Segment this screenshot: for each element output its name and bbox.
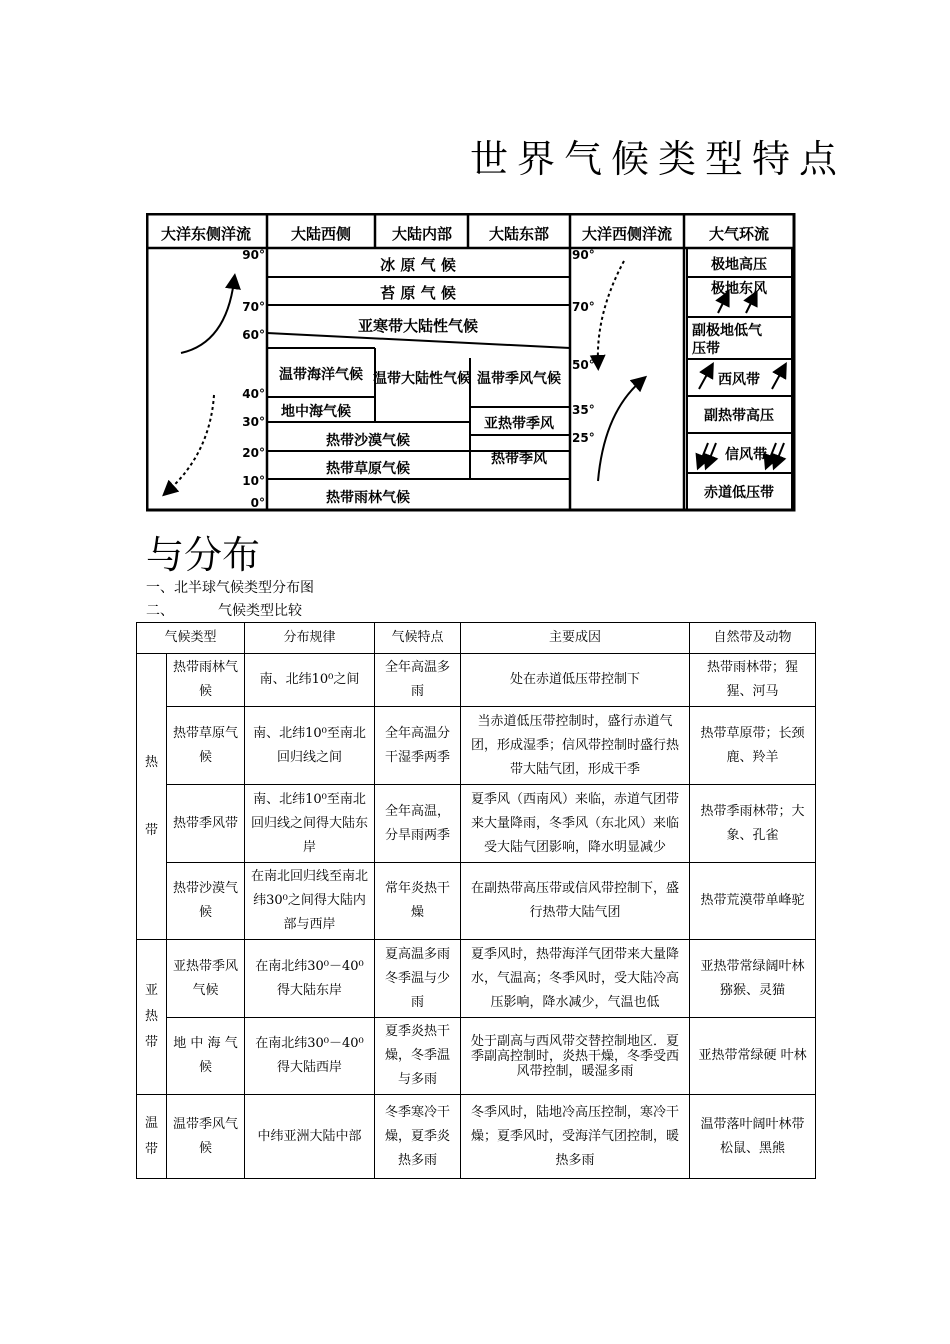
cell-type: 热带草原气候 (167, 707, 245, 785)
climate-tropical-desert: 热带沙漠气候 (326, 433, 410, 449)
lat-left-40: 40° (242, 387, 265, 401)
table-header: 自然带及动物 (690, 623, 816, 654)
lat-right-25: 25° (572, 431, 595, 445)
belt-westerlies: 西风带 (718, 372, 760, 388)
belt-equatorial-low: 赤道低压带 (704, 485, 774, 501)
current-arrow-icon (598, 381, 641, 481)
cell-zone: 热带荒漠带单峰驼 (690, 863, 816, 940)
climate-distribution-diagram (146, 213, 798, 513)
wind-arrow-icon (776, 443, 784, 463)
group-temperate: 温带 (137, 1095, 167, 1179)
climate-temperate-monsoon: 温带季风气候 (477, 371, 561, 387)
lat-left-30: 30° (242, 415, 265, 429)
wind-arrow-icon (718, 297, 726, 313)
cell-features: 冬季寒冷干燥，夏季炎热多雨 (375, 1095, 461, 1179)
cell-zone: 温带落叶阔叶林带松鼠、黑熊 (690, 1095, 816, 1179)
cell-cause: 当赤道低压带控制时，盛行赤道气团，形成湿季；信风带控制时盛行热带大陆气团，形成干季 (461, 707, 690, 785)
cell-features: 全年高温分干湿季两季 (375, 707, 461, 785)
cell-features: 全年高温，分旱雨两季 (375, 785, 461, 863)
cell-cause: 夏季风（西南风）来临，赤道气团带来大量降雨，冬季风（东北风）来临受大陆气团影响，降水明显减少 (461, 785, 690, 863)
cell-features: 常年炎热干燥 (375, 863, 461, 940)
lat-left-10: 10° (242, 474, 265, 488)
table-row (137, 1018, 816, 1095)
lat-right-35: 35° (572, 403, 595, 417)
current-arrow-icon (181, 281, 234, 353)
group-tropical: 热带 (137, 654, 167, 940)
lat-right-70: 70° (572, 300, 595, 314)
cell-type: 地 中 海 气候 (167, 1018, 245, 1095)
lat-left-60: 60° (242, 328, 265, 342)
climate-tropical-rainforest: 热带雨林气候 (326, 490, 410, 506)
diagram-header-ocean-east: 大洋东侧洋流 (160, 225, 252, 243)
lat-left-20: 20° (242, 446, 265, 460)
climate-tundra: 苔 原 气 候 (380, 284, 456, 302)
climate-subtropical-monsoon: 亚热带季风 (484, 416, 554, 432)
climate-ice: 冰 原 气 候 (380, 256, 456, 274)
section-number: 二、 (146, 603, 174, 619)
lat-right-90: 90° (572, 248, 595, 262)
cell-features: 夏高温多雨冬季温与少雨 (375, 940, 461, 1018)
wind-arrow-icon (768, 443, 776, 463)
table-row (137, 707, 816, 785)
wind-arrow-icon (708, 443, 716, 463)
cell-features: 夏季炎热干燥，冬季温与多雨 (375, 1018, 461, 1095)
climate-subarctic: 亚寒带大陆性气候 (357, 317, 479, 335)
current-arrow-icon (598, 261, 624, 363)
lat-left-90: 90° (242, 248, 265, 262)
diagram-header-continent-interior: 大陆内部 (391, 225, 453, 243)
cell-zone: 热带雨林带；猩猩、河马 (690, 654, 816, 707)
cell-zone: 亚热带常绿硬 叶林 (690, 1018, 816, 1095)
table-row (137, 654, 816, 707)
page-title-continued: 与分布 (146, 533, 261, 577)
belt-subpolar-low-2: 压带 (692, 341, 720, 357)
cell-zone: 热带草原带；长颈鹿、羚羊 (690, 707, 816, 785)
lat-right-50: 50° (572, 358, 595, 372)
table-row (137, 863, 816, 940)
belt-subpolar-low: 副极地低气 (692, 323, 762, 339)
page-title: 世界气候类型特点 (470, 137, 847, 181)
cell-distribution: 在南北纬30⁰－40⁰得大陆西岸 (245, 1018, 375, 1095)
section-title: 气候类型比较 (218, 603, 302, 619)
climate-tropical-monsoon: 热带季风 (491, 451, 547, 467)
group-subtropical: 亚热带 (137, 940, 167, 1095)
cell-cause: 在副热带高压带或信风带控制下，盛行热带大陆气团 (461, 863, 690, 940)
table-header-row (137, 623, 816, 654)
cell-cause: 夏季风时，热带海洋气团带来大量降水，气温高；冬季风时，受大陆冷高压影响，降水减少，气温也低 (461, 940, 690, 1018)
wind-arrow-icon (700, 443, 708, 463)
cell-zone: 热带季雨林带；大象、孔雀 (690, 785, 816, 863)
climate-mediterranean: 地中海气候 (281, 404, 351, 420)
wind-arrow-icon (772, 369, 783, 389)
cell-zone: 亚热带常绿阔叶林猕猴、灵猫 (690, 940, 816, 1018)
diagram-header-ocean-west: 大洋西侧洋流 (581, 225, 673, 243)
lat-left-70: 70° (242, 300, 265, 314)
belt-polar-easterlies: 极地东风 (711, 281, 767, 297)
table-row (137, 940, 816, 1018)
cell-type: 热带雨林气候 (167, 654, 245, 707)
climate-temperate-continental: 温带大陆性气候 (373, 371, 471, 387)
cell-cause: 冬季风时，陆地冷高压控制，寒冷干燥；夏季风时，受海洋气团控制，暖热多雨 (461, 1095, 690, 1179)
current-arrow-icon (168, 395, 214, 491)
climate-tropical-savanna: 热带草原气候 (326, 461, 410, 477)
cell-type: 亚热带季风气候 (167, 940, 245, 1018)
cell-cause: 处在赤道低压带控制下 (461, 654, 690, 707)
cell-type: 热带季风带 (167, 785, 245, 863)
belt-trade-winds: 信风带 (725, 447, 767, 463)
belt-subtropical-high: 副热带高压 (704, 408, 774, 424)
cell-distribution: 中纬亚洲大陆中部 (245, 1095, 375, 1179)
wind-arrow-icon (699, 369, 710, 389)
climate-comparison-table (136, 622, 816, 1179)
climate-temperate-marine: 温带海洋气候 (279, 367, 363, 383)
cell-distribution: 在南北纬30⁰－40⁰得大陆东岸 (245, 940, 375, 1018)
diagram-header-continent-west: 大陆西侧 (290, 225, 352, 243)
table-header: 主要成因 (461, 623, 690, 654)
belt-polar-high: 极地高压 (711, 257, 767, 273)
cell-type: 温带季风气候 (167, 1095, 245, 1179)
section-heading-1: 一、北半球气候类型分布图 (146, 580, 314, 596)
diagram-header-atmosphere: 大气环流 (708, 225, 770, 243)
table-row (137, 785, 816, 863)
table-header: 分布规律 (245, 623, 375, 654)
cell-type: 热带沙漠气候 (167, 863, 245, 940)
section-heading-2 (146, 600, 302, 620)
cell-cause: 处于副高与西风带交替控制地区．夏季副高控制时，炎热干燥，冬季受西风带控制，暖湿多雨 (461, 1018, 690, 1095)
table-header: 气候特点 (375, 623, 461, 654)
lat-left-0: 0° (250, 496, 265, 510)
table-row (137, 1095, 816, 1179)
cell-distribution: 南、北纬10⁰至南北回归线之间 (245, 707, 375, 785)
cell-distribution: 南、北纬10⁰之间 (245, 654, 375, 707)
table-header: 气候类型 (137, 623, 245, 654)
diagram-header-continent-east: 大陆东部 (488, 225, 550, 243)
cell-distribution: 南、北纬10⁰至南北回归线之间得大陆东岸 (245, 785, 375, 863)
wind-arrow-icon (746, 297, 754, 313)
cell-distribution: 在南北回归线至南北纬30⁰之间得大陆内部与西岸 (245, 863, 375, 940)
cell-features: 全年高温多雨 (375, 654, 461, 707)
